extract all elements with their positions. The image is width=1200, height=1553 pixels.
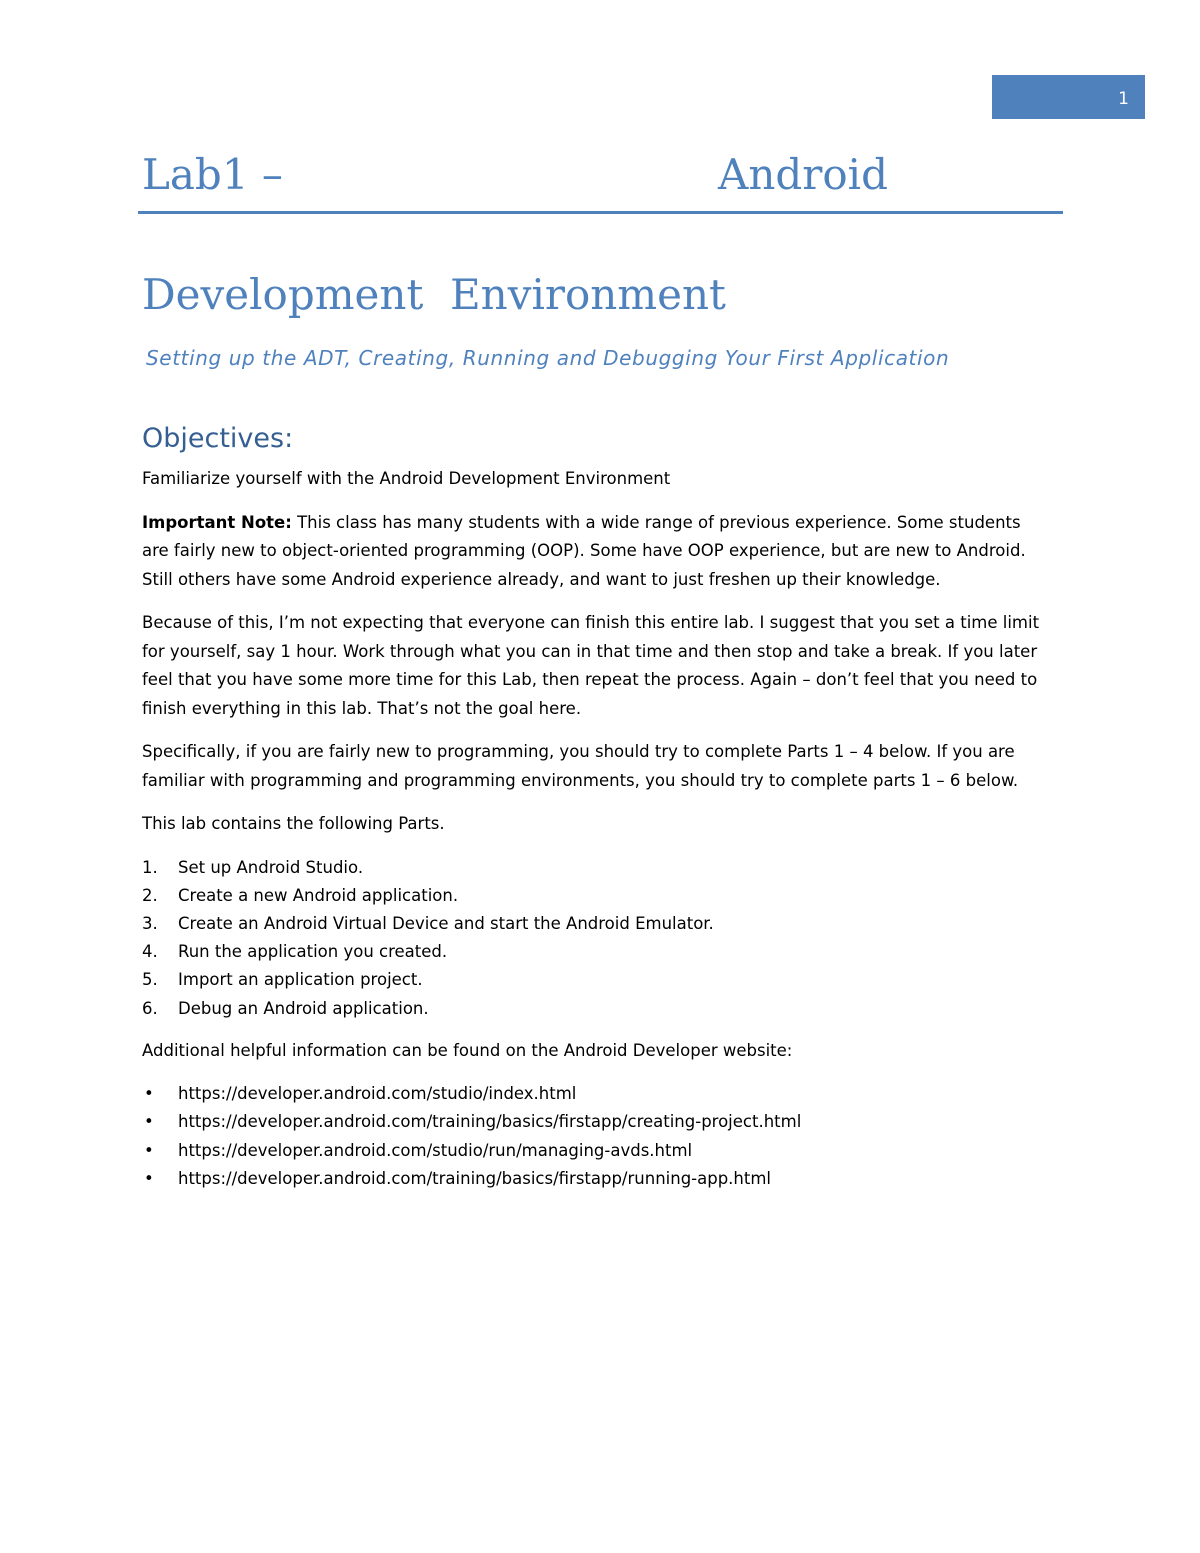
objectives-summary: Familiarize yourself with the Android Development Environment: [142, 469, 671, 488]
list-item: [142, 966, 1052, 994]
document-body: [142, 465, 1052, 1193]
title-divider: [138, 211, 1063, 214]
list-item: [142, 938, 1052, 966]
link-studio-index[interactable]: https://developer.android.com/studio/index.html: [178, 1084, 577, 1104]
important-note-paragraph: [142, 509, 1052, 595]
document-title-line2: Development Environment: [142, 270, 726, 319]
important-note-text: This class has many students with a wide range of previous experience. Some students are fairly new to object-oriented programming (OOP). Some have OOP experience, but are new to Android. Still others have some Android experience already, and want to just freshen up their knowledge.: [142, 512, 1026, 589]
page-number-badge: [992, 75, 1145, 119]
list-item-number: 5.: [142, 970, 158, 990]
list-item: [142, 1165, 1052, 1193]
important-note-label: Important Note:: [142, 512, 292, 532]
parts-list: [142, 854, 1052, 1023]
list-item-number: 1.: [142, 857, 158, 877]
link-running-app[interactable]: https://developer.android.com/training/basics/firstapp/running-app.html: [178, 1168, 772, 1188]
list-item-text: Debug an Android application.: [178, 998, 429, 1018]
paragraph-time-limit: Because of this, I’m not expecting that everyone can finish this entire lab. I suggest that you set a time limit for yourself, say 1 hour. Work through what you can in that time and then stop and take a break. If you later feel that you have some more time for this Lab, then repeat the process. Again – don’t feel that you need to finish everything in this lab. That’s not the goal here.: [142, 613, 1040, 718]
bullet-icon: •: [144, 1140, 154, 1160]
bullet-icon: •: [144, 1168, 154, 1188]
list-item: [142, 1137, 1052, 1165]
paragraph-parts-intro: This lab contains the following Parts.: [142, 814, 445, 833]
list-item: [142, 910, 1052, 938]
list-item: [142, 854, 1052, 882]
page-number: 1: [1118, 89, 1129, 109]
title-part-android: Android: [718, 150, 888, 199]
link-managing-avds[interactable]: https://developer.android.com/studio/run/managing-avds.html: [178, 1140, 693, 1160]
list-item-text: Set up Android Studio.: [178, 857, 364, 877]
list-item: [142, 1108, 1052, 1136]
document-title: [142, 150, 1062, 206]
list-item-number: 2.: [142, 885, 158, 905]
document-subtitle: Setting up the ADT, Creating, Running and Debugging Your First Application: [146, 346, 950, 370]
link-creating-project[interactable]: https://developer.android.com/training/basics/firstapp/creating-project.html: [178, 1112, 802, 1132]
list-item: [142, 1080, 1052, 1108]
bullet-icon: •: [144, 1084, 154, 1104]
list-item: [142, 882, 1052, 910]
list-item-text: Import an application project.: [178, 970, 423, 990]
list-item-text: Run the application you created.: [178, 942, 448, 962]
list-item-text: Create a new Android application.: [178, 885, 459, 905]
list-item-number: 3.: [142, 913, 158, 933]
objectives-heading: Objectives:: [142, 423, 294, 454]
paragraph-parts-guidance: Specifically, if you are fairly new to programming, you should try to complete Parts 1 – 4 below. If you are familiar with programming and programming environments, you should try to complete parts 1 – 6 below.: [142, 742, 1019, 790]
list-item-number: 4.: [142, 942, 158, 962]
links-list: [142, 1080, 1052, 1193]
list-item-number: 6.: [142, 998, 158, 1018]
list-item-text: Create an Android Virtual Device and start the Android Emulator.: [178, 913, 714, 933]
bullet-icon: •: [144, 1112, 154, 1132]
additional-info-paragraph: Additional helpful information can be found on the Android Developer website:: [142, 1040, 793, 1060]
list-item: [142, 995, 1052, 1023]
title-part-lab: Lab1 –: [142, 150, 283, 199]
